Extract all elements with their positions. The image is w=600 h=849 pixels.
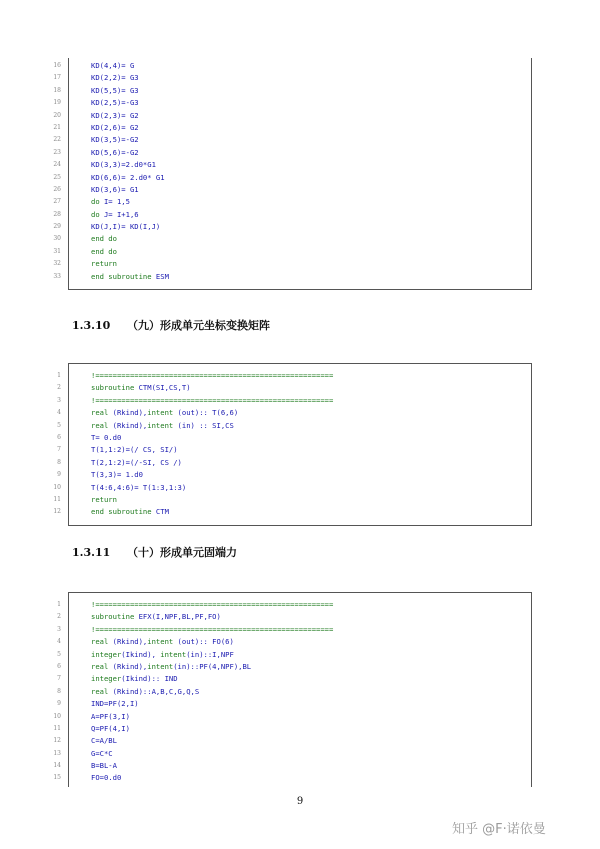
code-line <box>57 649 531 661</box>
code-line <box>53 110 531 122</box>
line-number: 26 <box>53 185 61 193</box>
code-keyword: real <box>91 637 109 647</box>
code-keyword: intent <box>147 408 174 418</box>
code-text <box>91 134 139 146</box>
code-keyword: return <box>91 259 117 269</box>
line-number: 8 <box>57 687 61 695</box>
line-number: 1 <box>57 372 61 379</box>
code-token: Q=PF(4,I) <box>91 723 130 733</box>
code-token: (Rkind), <box>108 637 148 647</box>
code-text <box>91 723 130 735</box>
code-line <box>53 258 531 270</box>
code-line <box>57 469 531 481</box>
code-line <box>53 122 531 134</box>
code-comment: !======================================================= <box>91 600 334 609</box>
code-line <box>53 723 531 735</box>
code-text <box>91 760 117 772</box>
line-number: 28 <box>53 210 61 218</box>
line-number: 20 <box>53 111 61 119</box>
code-line <box>53 147 531 159</box>
code-text <box>91 407 238 419</box>
section-heading-ctm <box>72 317 270 333</box>
code-keyword: end subroutine <box>91 507 152 517</box>
code-line <box>57 599 531 611</box>
code-line <box>53 97 531 109</box>
code-text <box>91 221 160 233</box>
code-text <box>91 97 139 109</box>
code-text <box>91 673 178 685</box>
code-text <box>91 420 234 432</box>
line-number: 2 <box>57 613 61 621</box>
section-number: 1.3.10 <box>72 319 111 332</box>
code-text <box>91 172 165 184</box>
code-token: KD(2,3)= G2 <box>91 110 139 120</box>
code-text <box>91 457 182 469</box>
code-text <box>91 110 139 122</box>
code-line <box>57 611 531 623</box>
line-number: 19 <box>53 99 61 107</box>
code-line <box>53 735 531 747</box>
line-number: 2 <box>57 384 61 392</box>
code-line <box>53 482 531 494</box>
code-text <box>91 748 113 760</box>
line-number: 5 <box>57 650 61 658</box>
code-text <box>91 661 251 673</box>
line-number: 9 <box>57 471 61 479</box>
code-keyword: intent <box>147 637 174 647</box>
code-keyword: integer <box>91 649 122 659</box>
code-token: CTM <box>151 507 169 517</box>
code-listing-ctm <box>53 363 532 526</box>
code-line <box>53 772 531 784</box>
line-number: 6 <box>57 662 61 670</box>
code-token: CTM(SI,CS,T) <box>134 383 191 393</box>
code-listing-efx <box>53 592 532 787</box>
code-text <box>91 233 117 245</box>
line-number: 3 <box>57 396 61 404</box>
code-token: ESM <box>151 271 169 281</box>
code-token: (Rkind), <box>108 408 148 418</box>
code-text <box>91 698 139 710</box>
code-text <box>91 159 156 171</box>
code-text <box>91 184 139 196</box>
code-text <box>91 494 117 506</box>
line-number: 7 <box>57 675 61 683</box>
code-token: KD(3,3)=2.d0*G1 <box>91 160 156 170</box>
line-number: 1 <box>57 601 61 608</box>
line-number: 16 <box>53 62 61 69</box>
code-text <box>91 72 139 84</box>
code-keyword: subroutine <box>91 383 135 393</box>
code-line <box>57 636 531 648</box>
line-number: 6 <box>57 433 61 441</box>
code-token: (Rkind)::A,B,C,G,Q,S <box>108 686 200 696</box>
code-text <box>91 506 169 518</box>
code-token: C=A/BL <box>91 736 117 746</box>
line-number: 4 <box>57 409 61 417</box>
line-number: 21 <box>53 123 61 131</box>
line-number: 30 <box>53 235 61 243</box>
page-number: 9 <box>296 796 304 807</box>
code-line <box>53 506 531 518</box>
code-line <box>57 698 531 710</box>
code-text <box>91 735 117 747</box>
code-token: (in)::PF(4,NPF),BL <box>173 661 252 671</box>
code-line <box>53 271 531 283</box>
code-text <box>91 209 139 221</box>
code-line <box>57 395 531 407</box>
line-number: 24 <box>53 161 61 169</box>
section-number: 1.3.11 <box>72 546 111 559</box>
code-text <box>91 772 121 784</box>
code-text <box>91 395 333 407</box>
code-token: T(1,1:2)=(/ CS, SI/) <box>91 445 178 455</box>
code-keyword: end do <box>91 246 117 256</box>
line-number: 11 <box>53 724 61 732</box>
line-number: 29 <box>53 223 61 231</box>
code-line <box>53 233 531 245</box>
line-number: 18 <box>53 86 61 94</box>
line-number: 4 <box>57 638 61 646</box>
code-line <box>57 420 531 432</box>
line-number: 17 <box>53 74 61 82</box>
code-token: KD(3,6)= G1 <box>91 184 139 194</box>
code-keyword: do <box>91 209 100 219</box>
code-token: B=BL-A <box>91 761 117 771</box>
code-line <box>57 444 531 456</box>
code-text <box>91 432 121 444</box>
line-number: 9 <box>57 700 61 708</box>
line-number: 22 <box>53 136 61 144</box>
watermark: 知乎 @F·诺依曼 <box>452 822 546 837</box>
code-comment: !======================================================= <box>91 371 334 380</box>
section-title: （九）形成单元坐标变换矩阵 <box>127 319 270 332</box>
code-keyword: intent <box>147 661 174 671</box>
code-token: (out):: T(6,6) <box>173 408 239 418</box>
code-line <box>53 748 531 760</box>
code-token: KD(2,5)=-G3 <box>91 98 139 108</box>
line-number: 10 <box>53 712 61 720</box>
line-number: 3 <box>57 625 61 633</box>
line-number: 10 <box>53 483 61 491</box>
line-number: 15 <box>53 774 61 782</box>
code-text <box>91 147 139 159</box>
code-keyword: return <box>91 494 117 504</box>
code-text <box>91 686 199 698</box>
code-line <box>53 221 531 233</box>
line-number: 12 <box>53 508 61 516</box>
code-token: (in) :: SI,CS <box>173 420 234 430</box>
code-token: KD(3,5)=-G2 <box>91 135 139 145</box>
code-line <box>57 457 531 469</box>
code-token: KD(J,I)= KD(I,J) <box>91 222 161 232</box>
code-token: KD(6,6)= 2.d0* G1 <box>91 172 165 182</box>
line-number: 12 <box>53 737 61 745</box>
line-number: 7 <box>57 446 61 454</box>
code-token: (out):: FO(6) <box>173 637 234 647</box>
code-text <box>91 271 169 283</box>
code-token: G=C*C <box>91 748 113 758</box>
code-token: KD(5,5)= G3 <box>91 85 139 95</box>
code-line <box>57 382 531 394</box>
code-text <box>91 382 191 394</box>
code-token: T(2,1:2)=(/-SI, CS /) <box>91 457 182 467</box>
line-number: 32 <box>53 260 61 268</box>
code-token: (Rkind), <box>108 420 148 430</box>
code-line <box>57 624 531 636</box>
code-keyword: real <box>91 661 109 671</box>
line-number: 13 <box>53 749 61 757</box>
section-heading-efx <box>72 544 237 560</box>
line-number: 8 <box>57 458 61 466</box>
line-number: 5 <box>57 421 61 429</box>
code-text <box>91 60 134 72</box>
code-text <box>91 85 139 97</box>
code-line <box>57 661 531 673</box>
code-text <box>91 636 234 648</box>
line-number: 33 <box>53 272 61 280</box>
code-keyword: integer <box>91 674 122 684</box>
code-line <box>53 246 531 258</box>
code-token: KD(4,4)= G <box>91 61 135 70</box>
code-token: T= 0.d0 <box>91 432 122 442</box>
code-token: (in)::I,NPF <box>186 649 234 659</box>
code-keyword: end subroutine <box>91 271 152 281</box>
line-number: 27 <box>53 198 61 206</box>
code-token: KD(2,6)= G2 <box>91 122 139 132</box>
code-line <box>53 85 531 97</box>
code-text <box>91 469 143 481</box>
code-line <box>57 432 531 444</box>
code-keyword: intent <box>147 420 174 430</box>
code-text <box>91 624 333 636</box>
code-token: T(3,3)= 1.d0 <box>91 470 143 480</box>
code-token: KD(5,6)=-G2 <box>91 147 139 157</box>
code-keyword: real <box>91 686 109 696</box>
code-keyword: real <box>91 420 109 430</box>
code-comment: !======================================================= <box>91 395 334 405</box>
code-text <box>91 370 333 382</box>
code-line <box>53 760 531 772</box>
line-number: 31 <box>53 247 61 255</box>
code-token: A=PF(3,I) <box>91 711 130 721</box>
code-listing-esm <box>53 58 532 290</box>
code-text <box>91 246 117 258</box>
line-number: 11 <box>53 495 61 503</box>
line-number: 25 <box>53 173 61 181</box>
code-line <box>53 711 531 723</box>
code-keyword: subroutine <box>91 612 135 622</box>
code-line <box>53 60 531 72</box>
code-token: (Rkind), <box>108 661 148 671</box>
code-token: (Ikind), <box>121 649 161 659</box>
code-line <box>53 196 531 208</box>
code-comment: !======================================================= <box>91 624 334 634</box>
code-line <box>57 686 531 698</box>
code-line <box>53 209 531 221</box>
code-keyword: do <box>91 197 100 207</box>
code-text <box>91 196 130 208</box>
code-keyword: intent <box>160 649 187 659</box>
code-line <box>57 407 531 419</box>
code-text <box>91 444 178 456</box>
code-text <box>91 599 333 611</box>
code-keyword: real <box>91 408 109 418</box>
code-token: FO=0.d0 <box>91 773 122 783</box>
code-line <box>53 172 531 184</box>
code-token: T(4:6,4:6)= T(1:3,1:3) <box>91 482 187 492</box>
code-line <box>57 370 531 382</box>
code-line <box>53 494 531 506</box>
code-text <box>91 649 234 661</box>
code-token: I= 1,5 <box>99 197 130 207</box>
code-token: (Ikind):: IND <box>121 674 178 684</box>
code-token: J= I+1,6 <box>99 209 139 219</box>
code-token: IND=PF(2,I) <box>91 699 139 709</box>
code-text <box>91 258 117 270</box>
code-token: KD(2,2)= G3 <box>91 73 139 83</box>
code-text <box>91 711 130 723</box>
section-title: （十）形成单元固端力 <box>127 546 237 559</box>
code-line <box>53 134 531 146</box>
code-text <box>91 122 139 134</box>
code-keyword: end do <box>91 234 117 244</box>
code-text <box>91 482 186 494</box>
line-number: 23 <box>53 148 61 156</box>
line-number: 14 <box>53 762 61 770</box>
code-line <box>53 72 531 84</box>
code-line <box>53 159 531 171</box>
code-line <box>57 673 531 685</box>
code-line <box>53 184 531 196</box>
code-text <box>91 611 221 623</box>
code-token: EFX(I,NPF,BL,PF,FO) <box>134 612 221 622</box>
